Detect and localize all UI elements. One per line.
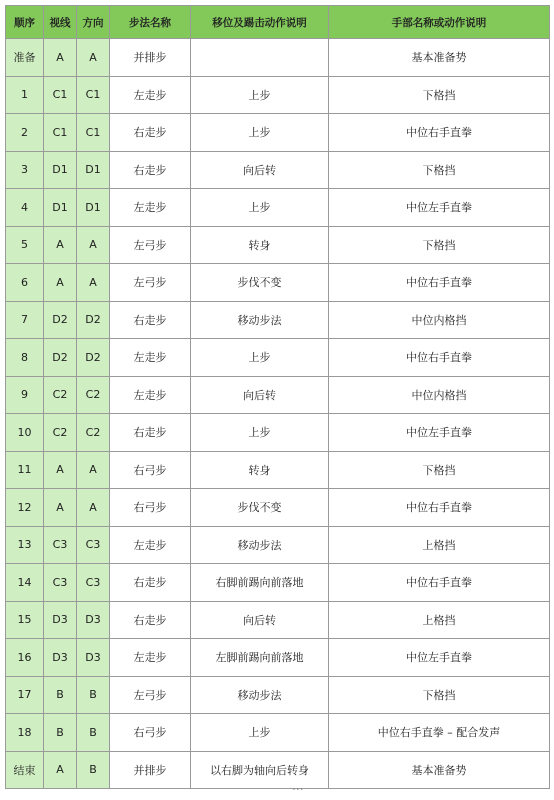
table-row — [6, 601, 550, 639]
table-row — [6, 564, 550, 602]
direction-cell: A — [77, 489, 110, 527]
table-row — [6, 226, 550, 264]
hand-cell: 中位左手直拳 — [329, 639, 550, 677]
order-cell: 14 — [6, 564, 44, 602]
hand-cell: 中位左手直拳 — [329, 414, 550, 452]
sightline-cell: A — [44, 264, 77, 302]
direction-cell: D3 — [77, 601, 110, 639]
table-row — [6, 114, 550, 152]
movement-cell — [191, 39, 329, 77]
movement-cell: 上步 — [191, 114, 329, 152]
movement-cell: 步伐不变 — [191, 489, 329, 527]
sightline-cell: D1 — [44, 189, 77, 227]
sightline-cell: C2 — [44, 414, 77, 452]
direction-cell: D1 — [77, 151, 110, 189]
direction-cell: C2 — [77, 414, 110, 452]
table-row — [6, 76, 550, 114]
table-row — [6, 264, 550, 302]
order-cell: 结束 — [6, 751, 44, 789]
hand-cell: 基本准备势 — [329, 39, 550, 77]
sightline-cell: C1 — [44, 76, 77, 114]
order-cell: 16 — [6, 639, 44, 677]
hand-cell: 中位右手直拳 — [329, 114, 550, 152]
movement-cell: 以右脚为轴向后转身 — [191, 751, 329, 789]
stance-cell: 左弓步 — [110, 676, 191, 714]
movement-cell: 上步 — [191, 339, 329, 377]
stance-cell: 左走步 — [110, 189, 191, 227]
table-row — [6, 639, 550, 677]
watermark: ... — [292, 779, 304, 793]
sightline-cell: D2 — [44, 339, 77, 377]
poomsae-sequence-table — [5, 5, 550, 789]
order-cell: 10 — [6, 414, 44, 452]
movement-cell: 上步 — [191, 714, 329, 752]
sightline-cell: A — [44, 451, 77, 489]
table-row — [6, 39, 550, 77]
hand-cell: 中位内格挡 — [329, 376, 550, 414]
direction-cell: C1 — [77, 114, 110, 152]
movement-cell: 步伐不变 — [191, 264, 329, 302]
header-sightline: 视线 — [44, 6, 77, 39]
order-cell: 6 — [6, 264, 44, 302]
movement-cell: 转身 — [191, 226, 329, 264]
movement-cell: 上步 — [191, 189, 329, 227]
direction-cell: A — [77, 39, 110, 77]
sightline-cell: D3 — [44, 601, 77, 639]
order-cell: 5 — [6, 226, 44, 264]
order-cell: 准备 — [6, 39, 44, 77]
stance-cell: 右走步 — [110, 414, 191, 452]
header-stance: 步法名称 — [110, 6, 191, 39]
order-cell: 18 — [6, 714, 44, 752]
sightline-cell: D2 — [44, 301, 77, 339]
stance-cell: 并排步 — [110, 39, 191, 77]
direction-cell: D2 — [77, 339, 110, 377]
direction-cell: A — [77, 264, 110, 302]
sightline-cell: A — [44, 751, 77, 789]
direction-cell: C3 — [77, 526, 110, 564]
sightline-cell: C3 — [44, 526, 77, 564]
hand-cell: 下格挡 — [329, 76, 550, 114]
table-row — [6, 451, 550, 489]
header-movement: 移位及踢击动作说明 — [191, 6, 329, 39]
order-cell: 8 — [6, 339, 44, 377]
table-row — [6, 676, 550, 714]
stance-cell: 右弓步 — [110, 714, 191, 752]
order-cell: 17 — [6, 676, 44, 714]
hand-cell: 下格挡 — [329, 676, 550, 714]
hand-cell: 下格挡 — [329, 226, 550, 264]
hand-cell: 上格挡 — [329, 526, 550, 564]
stance-cell: 右弓步 — [110, 489, 191, 527]
direction-cell: D2 — [77, 301, 110, 339]
table-row — [6, 339, 550, 377]
direction-cell: C2 — [77, 376, 110, 414]
stance-cell: 右走步 — [110, 601, 191, 639]
sightline-cell: A — [44, 489, 77, 527]
stance-cell: 左走步 — [110, 339, 191, 377]
hand-cell: 中位左手直拳 — [329, 189, 550, 227]
direction-cell: D1 — [77, 189, 110, 227]
header-hand: 手部名称或动作说明 — [329, 6, 550, 39]
order-cell: 4 — [6, 189, 44, 227]
order-cell: 15 — [6, 601, 44, 639]
hand-cell: 中位右手直拳 — [329, 339, 550, 377]
direction-cell: D3 — [77, 639, 110, 677]
hand-cell: 中位右手直拳 — [329, 489, 550, 527]
stance-cell: 右走步 — [110, 114, 191, 152]
stance-cell: 右走步 — [110, 301, 191, 339]
movement-cell: 移动步法 — [191, 676, 329, 714]
sightline-cell: D1 — [44, 151, 77, 189]
stance-cell: 左走步 — [110, 526, 191, 564]
stance-cell: 左弓步 — [110, 226, 191, 264]
stance-cell: 左走步 — [110, 639, 191, 677]
hand-cell: 下格挡 — [329, 451, 550, 489]
movement-cell: 右脚前踢向前落地 — [191, 564, 329, 602]
stance-cell: 并排步 — [110, 751, 191, 789]
hand-cell: 下格挡 — [329, 151, 550, 189]
direction-cell: C1 — [77, 76, 110, 114]
stance-cell: 右走步 — [110, 564, 191, 602]
hand-cell: 中位右手直拳 — [329, 264, 550, 302]
movement-cell: 左脚前踢向前落地 — [191, 639, 329, 677]
table-row — [6, 714, 550, 752]
order-cell: 1 — [6, 76, 44, 114]
sightline-cell: C1 — [44, 114, 77, 152]
table-row — [6, 489, 550, 527]
hand-cell: 上格挡 — [329, 601, 550, 639]
sightline-cell: C2 — [44, 376, 77, 414]
order-cell: 2 — [6, 114, 44, 152]
header-row — [6, 6, 550, 39]
stance-cell: 右走步 — [110, 151, 191, 189]
order-cell: 13 — [6, 526, 44, 564]
order-cell: 12 — [6, 489, 44, 527]
hand-cell: 中位内格挡 — [329, 301, 550, 339]
table-row — [6, 151, 550, 189]
table-row — [6, 189, 550, 227]
direction-cell: C3 — [77, 564, 110, 602]
movement-cell: 向后转 — [191, 601, 329, 639]
stance-cell: 右弓步 — [110, 451, 191, 489]
movement-cell: 向后转 — [191, 376, 329, 414]
movement-cell: 上步 — [191, 414, 329, 452]
order-cell: 3 — [6, 151, 44, 189]
movement-cell: 向后转 — [191, 151, 329, 189]
table-row — [6, 301, 550, 339]
direction-cell: B — [77, 751, 110, 789]
sightline-cell: A — [44, 39, 77, 77]
table-row — [6, 376, 550, 414]
direction-cell: A — [77, 451, 110, 489]
stance-cell: 左走步 — [110, 76, 191, 114]
order-cell: 11 — [6, 451, 44, 489]
header-direction: 方向 — [77, 6, 110, 39]
movement-cell: 转身 — [191, 451, 329, 489]
sightline-cell: B — [44, 676, 77, 714]
direction-cell: B — [77, 714, 110, 752]
hand-cell: 基本准备势 — [329, 751, 550, 789]
table-row — [6, 526, 550, 564]
direction-cell: B — [77, 676, 110, 714]
order-cell: 9 — [6, 376, 44, 414]
hand-cell: 中位右手直拳 — [329, 564, 550, 602]
movement-cell: 移动步法 — [191, 526, 329, 564]
sightline-cell: D3 — [44, 639, 77, 677]
table-row — [6, 414, 550, 452]
sightline-cell: C3 — [44, 564, 77, 602]
hand-cell: 中位右手直拳 – 配合发声 — [329, 714, 550, 752]
sightline-cell: B — [44, 714, 77, 752]
stance-cell: 左走步 — [110, 376, 191, 414]
stance-cell: 左弓步 — [110, 264, 191, 302]
order-cell: 7 — [6, 301, 44, 339]
sightline-cell: A — [44, 226, 77, 264]
movement-cell: 上步 — [191, 76, 329, 114]
direction-cell: A — [77, 226, 110, 264]
movement-cell: 移动步法 — [191, 301, 329, 339]
header-order: 顺序 — [6, 6, 44, 39]
